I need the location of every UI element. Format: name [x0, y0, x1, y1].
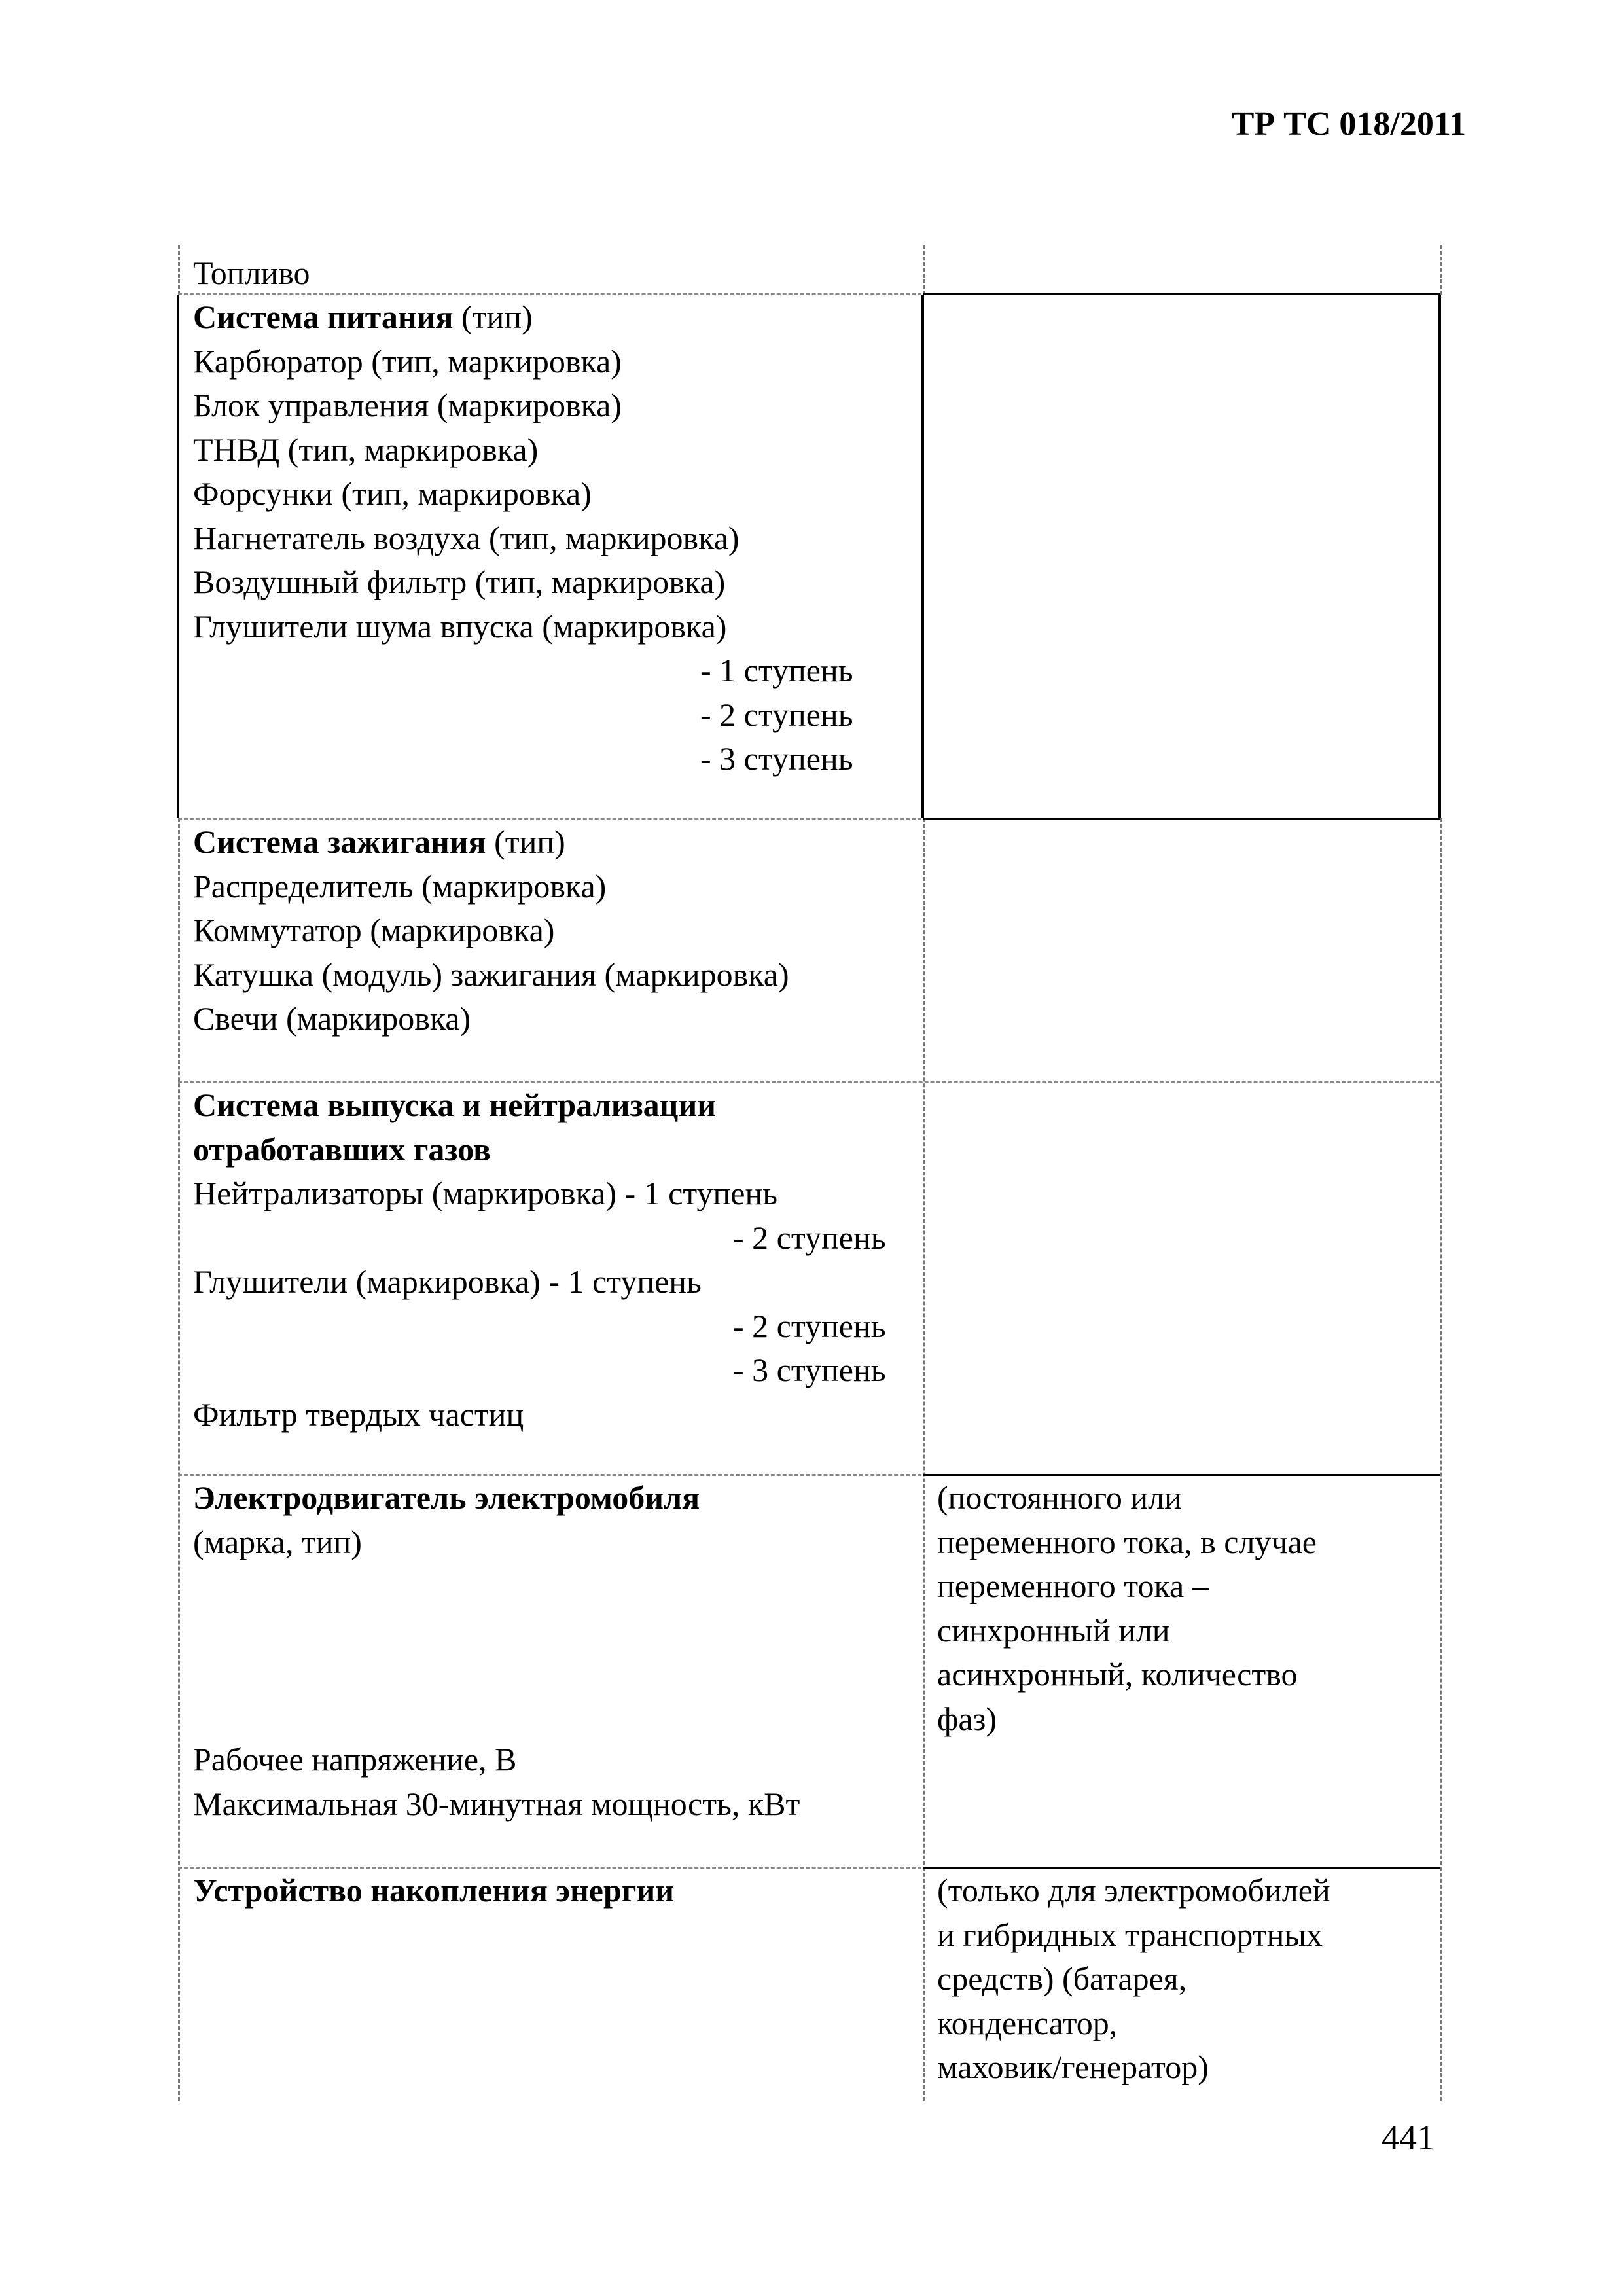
ignition-item: Свечи (маркировка)	[193, 1000, 471, 1037]
storage-note-line: и гибридных транспортных	[937, 1916, 1323, 1953]
neutralizers-stage: - 1 ступень	[624, 1175, 778, 1211]
power-item: ТНВД (тип, маркировка)	[193, 431, 539, 468]
table-right-border-lower	[1440, 818, 1442, 2101]
intake-stage: - 3 ступень	[700, 740, 853, 777]
power-item: Форсунки (тип, маркировка)	[193, 475, 592, 512]
mufflers-label: Глушители (маркировка)	[193, 1263, 541, 1300]
power-system-title: Система питания	[193, 298, 454, 335]
power-system-title-line	[193, 295, 853, 340]
motor-note-line: переменного тока –	[937, 1568, 1209, 1604]
ignition-item: Коммутатор (маркировка)	[193, 912, 555, 948]
power-system-cell	[193, 295, 853, 781]
motor-note-line: фаз)	[937, 1700, 997, 1737]
operating-voltage: Рабочее напряжение, В	[193, 1741, 517, 1778]
table-middle-border-solid	[921, 295, 924, 818]
energy-storage-cell	[193, 1869, 674, 1913]
table-right-border-solid	[1438, 295, 1441, 818]
max-power: Максимальная 30-минутная мощность, кВт	[193, 1785, 800, 1822]
electric-motor-note	[937, 1476, 1317, 1741]
power-system-title-suffix: (тип)	[453, 298, 533, 335]
exhaust-title-word: нейтрализации	[489, 1086, 717, 1123]
particulate-filter: Фильтр твердых частиц	[193, 1395, 524, 1433]
table-left-border-bottom	[178, 818, 180, 2101]
electric-motor-params	[193, 1738, 800, 1826]
energy-storage-title: Устройство накопления энергии	[193, 1872, 675, 1909]
storage-note-line: средств) (батарея,	[937, 1960, 1187, 1997]
ignition-title-line	[193, 820, 789, 865]
neutralizers-label: Нейтрализаторы (маркировка)	[193, 1175, 616, 1211]
table-left-border-solid	[177, 295, 179, 818]
mufflers-stage: - 3 ступень	[733, 1352, 886, 1388]
electric-motor-title: Электродвигатель электромобиля	[193, 1479, 700, 1516]
power-item: Карбюратор (тип, маркировка)	[193, 342, 622, 380]
row-divider-power-right	[923, 818, 1440, 820]
electric-motor-cell	[193, 1476, 700, 1564]
storage-note-line: конденсатор,	[937, 2004, 1118, 2041]
table-left-border-top	[178, 245, 180, 295]
motor-note-line: (постоянного или	[937, 1479, 1182, 1516]
exhaust-system-cell	[193, 1083, 929, 1437]
table-right-border-top	[1440, 245, 1442, 295]
intake-stage: - 1 ступень	[700, 652, 853, 689]
exhaust-title-word: и	[462, 1086, 481, 1123]
neutralizers-stage: - 2 ступень	[733, 1219, 886, 1256]
storage-note-line: маховик/генератор)	[937, 2049, 1209, 2085]
ignition-system-title: Система зажигания	[193, 823, 486, 860]
power-item: Нагнетатель воздуха (тип, маркировка)	[193, 519, 740, 556]
row-divider-fuel-right	[923, 293, 1440, 295]
power-item: Воздушный фильтр (тип, маркировка)	[193, 564, 726, 600]
mufflers-stage: - 1 ступень	[548, 1263, 702, 1300]
table-middle-border	[923, 245, 925, 295]
fuel-label: Топливо	[193, 255, 310, 291]
page-number: 441	[1382, 2118, 1435, 2157]
page-header: ТР ТС 018/2011	[1231, 105, 1466, 143]
exhaust-title-line2: отработавших газов	[193, 1130, 491, 1168]
exhaust-title-line1	[193, 1083, 921, 1128]
ignition-system-cell	[193, 820, 789, 1041]
motor-note-line: переменного тока, в случае	[937, 1523, 1317, 1560]
neutralizers-row	[193, 1172, 929, 1216]
power-item: Глушители шума впуска (маркировка)	[193, 607, 727, 645]
mufflers-row	[193, 1260, 929, 1304]
exhaust-title-word: выпуска	[327, 1086, 454, 1123]
ignition-title-suffix: (тип)	[486, 823, 565, 860]
electric-motor-subtitle: (марка, тип)	[193, 1523, 362, 1560]
table-middle-border-lower	[923, 818, 925, 2101]
power-item: Блок управления (маркировка)	[193, 387, 622, 423]
motor-note-line: асинхронный, количество	[937, 1656, 1298, 1693]
intake-stage: - 2 ступень	[700, 696, 853, 733]
storage-note-line: (только для электромобилей	[937, 1872, 1330, 1909]
energy-storage-note	[937, 1869, 1330, 2090]
exhaust-title-word: Система	[193, 1086, 319, 1123]
ignition-item: Распределитель (маркировка)	[193, 867, 607, 905]
fuel-cell	[193, 251, 310, 296]
mufflers-stage: - 2 ступень	[733, 1307, 886, 1344]
ignition-item: Катушка (модуль) зажигания (маркировка)	[193, 956, 789, 993]
motor-note-line: синхронный или	[937, 1611, 1170, 1649]
